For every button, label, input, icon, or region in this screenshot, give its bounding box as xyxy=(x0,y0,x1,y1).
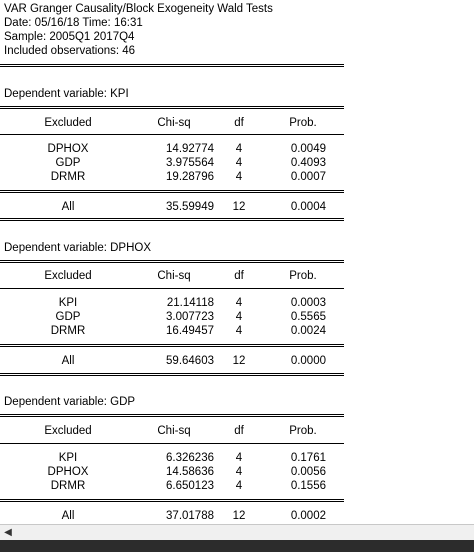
chisq-cell: 21.14118 xyxy=(166,297,214,309)
chisq-cell: 19.28796 xyxy=(166,171,214,183)
prob-cell: 0.0002 xyxy=(290,510,326,522)
excluded-cell: DRMR xyxy=(50,171,86,183)
column-header-chisq: Chi-sq xyxy=(157,270,191,282)
prob-cell: 0.0004 xyxy=(290,201,326,213)
taskbar xyxy=(0,540,474,552)
excluded-cell: DRMR xyxy=(50,480,86,492)
column-header-excluded: Excluded xyxy=(44,270,92,282)
df-cell: 4 xyxy=(235,452,243,464)
chisq-cell: 3.007723 xyxy=(166,311,214,323)
df-cell: 4 xyxy=(235,466,243,478)
prob-cell: 0.0000 xyxy=(290,355,326,367)
chisq-cell: 37.01788 xyxy=(166,510,214,522)
column-header-chisq: Chi-sq xyxy=(157,117,191,129)
dependent-variable-title: Dependent variable: GDP xyxy=(4,396,136,408)
prob-cell: 0.1556 xyxy=(290,480,326,492)
dependent-variable-title: Dependent variable: DPHOX xyxy=(4,242,152,254)
chisq-cell: 14.92774 xyxy=(166,143,214,155)
column-header-chisq: Chi-sq xyxy=(157,425,191,437)
prob-cell: 0.0003 xyxy=(290,297,326,309)
scroll-left-arrow-icon[interactable]: ◀ xyxy=(4,527,12,538)
column-header-df: df xyxy=(234,270,244,282)
df-cell: 4 xyxy=(235,157,243,169)
chisq-cell: 16.49457 xyxy=(166,325,214,337)
header-rule xyxy=(0,288,344,289)
observations-line: Included observations: 46 xyxy=(4,45,136,57)
df-cell: 4 xyxy=(235,143,243,155)
excluded-cell: All xyxy=(61,201,75,213)
prob-cell: 0.5565 xyxy=(290,311,326,323)
excluded-cell: DRMR xyxy=(50,325,86,337)
header-rule xyxy=(0,134,344,135)
chisq-cell: 35.59949 xyxy=(166,201,214,213)
column-header-excluded: Excluded xyxy=(44,117,92,129)
prob-cell: 0.0007 xyxy=(290,171,326,183)
sample-line: Sample: 2005Q1 2017Q4 xyxy=(4,31,135,43)
excluded-cell: DPHOX xyxy=(47,466,89,478)
df-cell: 12 xyxy=(232,201,246,213)
df-cell: 4 xyxy=(235,171,243,183)
column-header-excluded: Excluded xyxy=(44,425,92,437)
excluded-cell: All xyxy=(61,355,75,367)
table-bottom-rule xyxy=(0,218,344,221)
excluded-cell: GDP xyxy=(55,157,81,169)
output-header xyxy=(4,2,273,58)
excluded-cell: KPI xyxy=(58,297,78,309)
column-header-prob: Prob. xyxy=(289,117,317,129)
column-header-df: df xyxy=(234,425,244,437)
df-cell: 12 xyxy=(232,510,246,522)
table-top-rule xyxy=(0,106,344,109)
df-cell: 12 xyxy=(232,355,246,367)
all-row-rule xyxy=(0,190,344,193)
chisq-cell: 6.326236 xyxy=(166,452,214,464)
output-title: VAR Granger Causality/Block Exogeneity Wald Tests xyxy=(4,3,273,15)
chisq-cell: 6.650123 xyxy=(166,480,214,492)
prob-cell: 0.0049 xyxy=(290,143,326,155)
chisq-cell: 3.975564 xyxy=(166,157,214,169)
prob-cell: 0.4093 xyxy=(290,157,326,169)
df-cell: 4 xyxy=(235,480,243,492)
prob-cell: 0.0024 xyxy=(290,325,326,337)
column-header-prob: Prob. xyxy=(289,425,317,437)
table-top-rule xyxy=(0,260,344,263)
horizontal-scrollbar[interactable] xyxy=(0,524,474,541)
header-rule xyxy=(0,443,344,444)
excluded-cell: KPI xyxy=(58,452,78,464)
all-row-rule xyxy=(0,344,344,347)
table-bottom-rule xyxy=(0,373,344,376)
chisq-cell: 14.58636 xyxy=(166,466,214,478)
excluded-cell: GDP xyxy=(55,311,81,323)
prob-cell: 0.1761 xyxy=(290,452,326,464)
table-top-rule xyxy=(0,414,344,417)
df-cell: 4 xyxy=(235,297,243,309)
column-header-df: df xyxy=(234,117,244,129)
all-row-rule xyxy=(0,499,344,502)
df-cell: 4 xyxy=(235,325,243,337)
df-cell: 4 xyxy=(235,311,243,323)
dependent-variable-title: Dependent variable: KPI xyxy=(4,88,129,100)
chisq-cell: 59.64603 xyxy=(166,355,214,367)
excluded-cell: All xyxy=(61,510,75,522)
header-divider xyxy=(0,64,344,67)
prob-cell: 0.0056 xyxy=(290,466,326,478)
column-header-prob: Prob. xyxy=(289,270,317,282)
excluded-cell: DPHOX xyxy=(47,143,89,155)
date-time-line: Date: 05/16/18 Time: 16:31 xyxy=(4,17,143,29)
